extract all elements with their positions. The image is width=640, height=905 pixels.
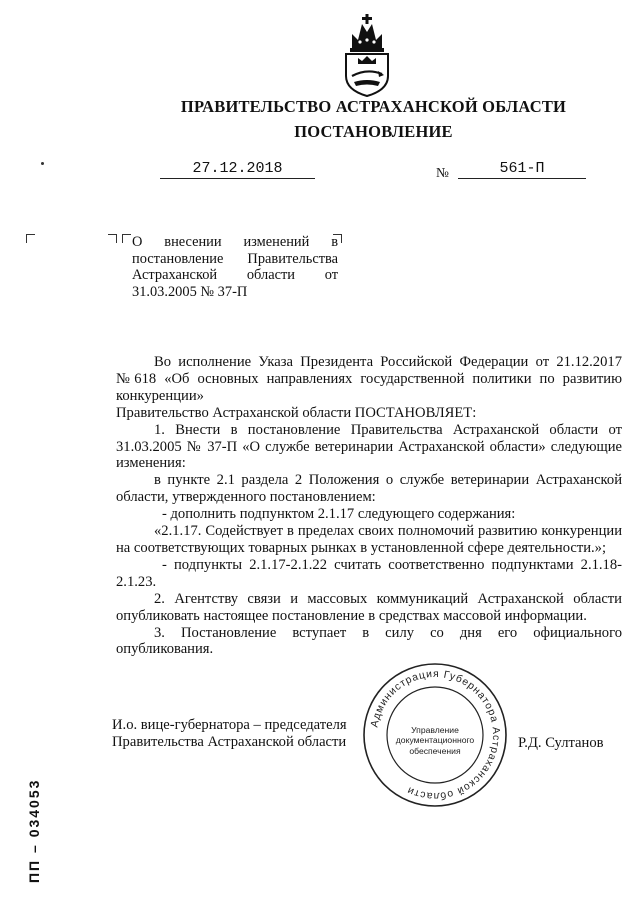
signatory-position-line: И.о. вице-губернатора – председателя: [112, 717, 347, 733]
document-date: 27.12.2018: [160, 160, 315, 179]
number-sign: №: [436, 165, 449, 180]
title-line: 31.03.2005 № 37-П: [132, 283, 248, 300]
title-line: О внесении изменений в: [132, 234, 338, 250]
stamp-center: [392, 725, 478, 756]
title-line: постановление Правительства: [132, 250, 338, 267]
title-corner-mark: [26, 234, 35, 243]
document-number: 561-П: [458, 160, 586, 179]
body-paragraph: Правительство Астраханской области ПОСТАНОВЛЯЕТ:: [116, 404, 477, 421]
signatory-name: Р.Д. Султанов: [518, 735, 604, 751]
scan-dot: [41, 162, 44, 165]
title-corner-mark: [108, 234, 117, 243]
stamp-center-line: обеспечения: [409, 745, 461, 756]
body-paragraph: 3. Постановление вступает в силу со дня его официального опубликования.: [116, 624, 622, 658]
body-paragraph: Во исполнение Указа Президента Российской Федерации от 21.12.2017 №618 «Об основных направлениях государственной политики по развитию конкуренции»: [116, 354, 622, 404]
body-paragraph: «2.1.17. Содействует в пределах своих полномочий развитию конкуренции на соответствующих товарных рынках в установленной сфере деятельности.»;: [116, 523, 622, 556]
signatory-position-line: Правительства Астраханской области: [112, 733, 347, 750]
stamp-ring-text: Администрация Губернатора Астраханской области: [369, 668, 502, 802]
signatory-position: [112, 717, 347, 751]
title-corner-mark: [122, 234, 131, 243]
body-paragraph: в пункте 2.1 раздела 2 Положения о службе ветеринарии Астраханской области, утвержденного постановлением:: [116, 472, 622, 506]
coat-of-arms-icon: [338, 10, 396, 98]
body-paragraph: - дополнить подпунктом 2.1.17 следующего содержания:: [162, 506, 516, 523]
stamp-center-line: документационного: [395, 735, 475, 746]
stamp-center-line: Управление: [411, 725, 459, 735]
government-title: ПРАВИТЕЛЬСТВО АСТРАХАНСКОЙ ОБЛАСТИ: [180, 97, 567, 116]
document-type: ПОСТАНОВЛЕНИЕ: [294, 122, 453, 141]
body-paragraph: - подпункты 2.1.17-2.1.22 считать соответственно подпунктами 2.1.18-2.1.23.: [116, 556, 622, 590]
body-paragraph: 1. Внести в постановление Правительства Астраханской области от 31.03.2005 № 37-П «О службе ветеринарии Астраханской области» следующие изменения:: [116, 421, 622, 472]
body-paragraph: 2. Агентству связи и массовых коммуникаций Астраханской области опубликовать настоящее постановление в средствах массовой информации.: [116, 590, 622, 624]
form-serial-number: ПП – 034053: [26, 778, 42, 883]
title-line: Астраханской области от: [132, 267, 338, 284]
document-body: [116, 354, 622, 658]
document-title: [132, 234, 338, 300]
